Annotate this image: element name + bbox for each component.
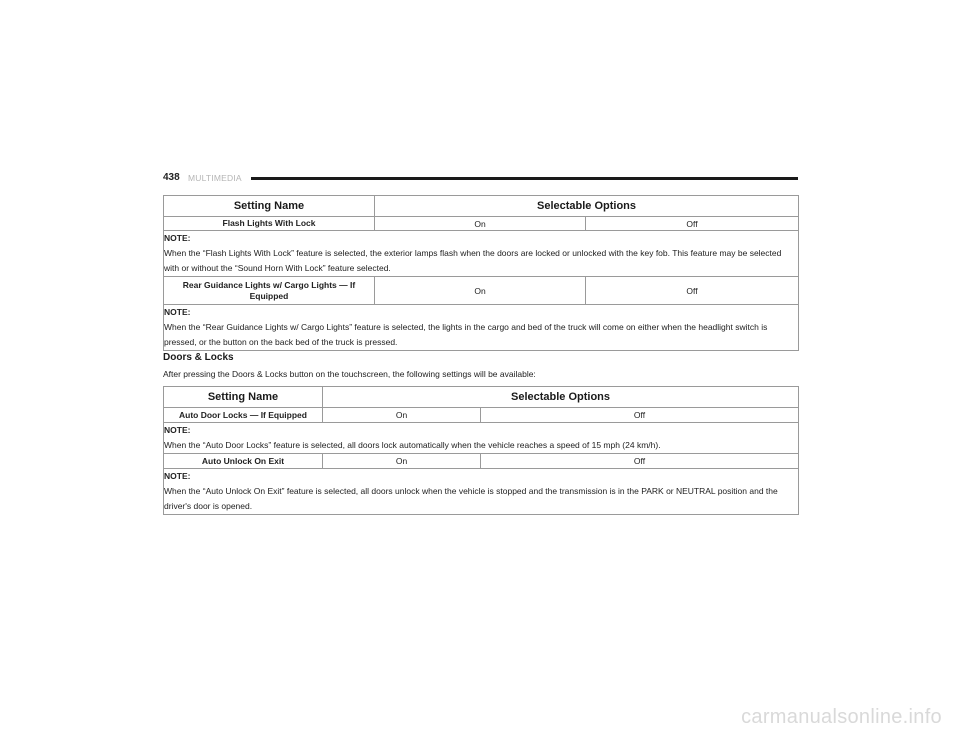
note-cell [164,305,799,351]
option-on: On [375,277,586,305]
table-header-row [164,196,799,217]
table-row [164,217,799,231]
table-row [164,408,799,423]
option-off: Off [481,454,799,469]
note-cell [164,469,799,515]
note-label: NOTE: [164,307,191,317]
note-cell [164,423,799,454]
table-row [164,277,799,305]
note-label: NOTE: [164,233,191,243]
note-text: When the “Auto Unlock On Exit” feature is selected, all doors unlock when the vehicle is stopped and the transmission is in the PARK or NEUTRAL position and the driver's door is opened. [164,486,778,511]
option-off: Off [586,277,799,305]
option-off: Off [481,408,799,423]
doors-locks-settings-table [163,386,799,515]
section-heading: Doors & Locks [163,352,234,363]
table-header-row [164,387,799,408]
note-label: NOTE: [164,425,191,435]
setting-name: Flash Lights With Lock [164,217,375,231]
watermark: carmanualsonline.info [741,706,942,728]
column-header-setting-name: Setting Name [164,196,375,217]
section-intro: After pressing the Doors & Locks button on the touchscreen, the following settings will be available: [163,369,536,379]
option-off: Off [586,217,799,231]
option-on: On [375,217,586,231]
note-text: When the “Auto Door Locks” feature is selected, all doors lock automatically when the vehicle reaches a speed of 15 mph (24 km/h). [164,440,661,450]
note-text: When the “Flash Lights With Lock” feature is selected, the exterior lamps flash when the doors are locked or unlocked with the key fob. This feature may be selected with or without the “Sound Horn With Lock” feature selected. [164,248,782,273]
note-row [164,423,799,454]
column-header-setting-name: Setting Name [164,387,323,408]
setting-name: Rear Guidance Lights w/ Cargo Lights — If Equipped [164,277,375,305]
lights-settings-table [163,195,799,351]
note-row [164,231,799,277]
note-row [164,469,799,515]
page-header [163,172,798,184]
setting-name: Auto Unlock On Exit [164,454,323,469]
setting-name: Auto Door Locks — If Equipped [164,408,323,423]
section-name: MULTIMEDIA [188,173,242,183]
page-number: 438 [163,172,180,183]
option-on: On [323,408,481,423]
header-rule [251,177,798,180]
option-on: On [323,454,481,469]
note-row [164,305,799,351]
note-cell [164,231,799,277]
note-label: NOTE: [164,471,191,481]
column-header-selectable-options: Selectable Options [323,387,799,408]
note-text: When the “Rear Guidance Lights w/ Cargo Lights” feature is selected, the lights in the cargo and bed of the truck will come on either when the headlight switch is pressed, or the button on the back bed of the truck is pressed. [164,322,768,347]
column-header-selectable-options: Selectable Options [375,196,799,217]
table-row [164,454,799,469]
